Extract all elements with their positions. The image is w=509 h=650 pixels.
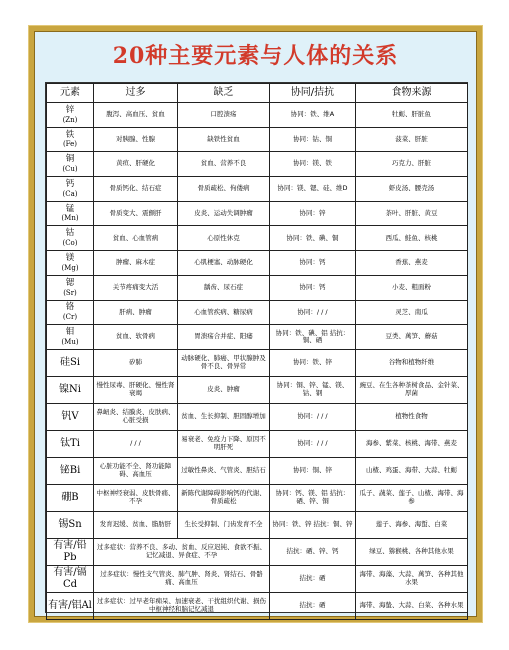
deficiency-cell: 动脉硬化、肺癌、甲状腺肿及骨不良、骨异常 xyxy=(178,349,270,376)
table-row xyxy=(47,103,468,128)
excess-cell: 慢性尿毒、肝硬化、慢性肾衰竭 xyxy=(94,376,178,403)
deficiency-cell: 易衰老、免疫力下降、原因不明肝死 xyxy=(178,430,270,457)
table-row xyxy=(47,376,468,403)
element-cell xyxy=(47,201,94,226)
food-cell: 莲子、海参、海蜇、白菜 xyxy=(356,511,468,538)
deficiency-cell: 心血管疾病、糖尿病 xyxy=(178,300,270,325)
table-row xyxy=(47,457,468,484)
table-row xyxy=(47,592,468,619)
element-name: 钛Ti xyxy=(60,438,80,450)
food-cell: 山楂、鸡蛋、海带、大蒜、牡蛎 xyxy=(356,457,468,484)
element-name: 钼 xyxy=(65,327,75,338)
element-cell xyxy=(47,300,94,325)
element-symbol: (Sr) xyxy=(63,288,77,297)
element-name: 硼B xyxy=(61,492,79,504)
synergy-cell: 协同：铁、维A xyxy=(270,103,356,128)
element-symbol: (Mn) xyxy=(61,214,79,223)
header-deficiency: 缺乏 xyxy=(178,84,270,103)
synergy-cell: 协同：钙 xyxy=(270,251,356,276)
deficiency-cell: 贫血、营养不良 xyxy=(178,152,270,177)
food-cell: 香蕉、燕麦 xyxy=(356,251,468,276)
deficiency-cell: 心肌梗塞、动脉硬化 xyxy=(178,251,270,276)
element-name: 锶 xyxy=(65,277,75,288)
table-row xyxy=(47,325,468,350)
excess-cell: 贫血、心血管病 xyxy=(94,226,178,251)
element-name: 镁 xyxy=(65,253,75,264)
table-header-row xyxy=(47,84,468,103)
table-row xyxy=(47,201,468,226)
table-row xyxy=(47,251,468,276)
element-symbol: (Cu) xyxy=(62,165,78,174)
synergy-cell: 协同：/ / / xyxy=(270,403,356,430)
deficiency-cell: 生长受抑制、门齿发育不全 xyxy=(178,511,270,538)
element-symbol: (Mu) xyxy=(61,337,79,346)
element-name: 锰 xyxy=(65,203,75,214)
element-name: 镍Ni xyxy=(59,384,81,396)
element-cell xyxy=(47,103,94,128)
element-name: 钴 xyxy=(65,228,75,239)
element-cell xyxy=(47,457,94,484)
food-cell: 菠菜、肝脏 xyxy=(356,127,468,152)
table-row xyxy=(47,152,468,177)
deficiency-cell: 贫血、生长抑制、胆固醇增加 xyxy=(178,403,270,430)
table-row xyxy=(47,403,468,430)
element-cell xyxy=(47,152,94,177)
excess-cell: 过多症状：过早老年痴呆、加速衰老、干扰组织代谢、损伤中枢神经和脑记忆减退 xyxy=(94,592,270,619)
deficiency-cell: 龋齿、尿石症 xyxy=(178,275,270,300)
synergy-cell: 协同：铁、碘、铝 拮抗：铜、硒 xyxy=(270,325,356,350)
table-row xyxy=(47,349,468,376)
synergy-cell: 协同：/ / / xyxy=(270,430,356,457)
deficiency-cell: 缺铁性贫血 xyxy=(178,127,270,152)
food-cell: 海参、紫菜、核桃、海带、燕麦 xyxy=(356,430,468,457)
excess-cell: 骨质变大、震颤肝 xyxy=(94,201,178,226)
deficiency-cell: 皮炎、肿瘤 xyxy=(178,376,270,403)
excess-cell: 过多症状：慢性支气管炎、肺气肿、肾炎、肾结石、骨骼痛、高血压 xyxy=(94,565,270,592)
deficiency-cell: 口腔溃疡 xyxy=(178,103,270,128)
poster xyxy=(35,32,476,616)
element-name: 铜 xyxy=(65,154,75,165)
element-cell xyxy=(47,430,94,457)
food-cell: 虾皮汤、腰壳汤 xyxy=(356,177,468,202)
food-cell: 海带、海蛰、大蒜、白菜、各种水果 xyxy=(356,592,468,619)
synergy-cell: 拮抗：硒 xyxy=(270,592,356,619)
element-name: 铋Bi xyxy=(59,465,81,477)
excess-cell: 心脏功能不全、肾功能障碍、高血压 xyxy=(94,457,178,484)
table-row xyxy=(47,484,468,511)
excess-cell: 关节疼痛变大活 xyxy=(94,275,178,300)
deficiency-cell: 心原性休克 xyxy=(178,226,270,251)
synergy-cell: 协同：钴、铜 xyxy=(270,127,356,152)
excess-cell: 过多症状：营养不良、多动、贫血、反应迟钝、食欲不振、记忆减退、异食症、不孕 xyxy=(94,538,270,565)
table-row xyxy=(47,538,468,565)
element-cell xyxy=(47,511,94,538)
table-row xyxy=(47,565,468,592)
excess-cell: 腹泻、高血压、贫血 xyxy=(94,103,178,128)
element-cell xyxy=(47,538,94,565)
element-name: 铬 xyxy=(65,302,75,313)
excess-cell: 鼻衄炎、结膜炎、皮肤病、心脏受损 xyxy=(94,403,178,430)
element-cell xyxy=(47,325,94,350)
food-cell: 瓜子、蔬菜、莲子、山楂、海带、海参 xyxy=(356,484,468,511)
deficiency-cell: 皮炎、运动失调肿瘤 xyxy=(178,201,270,226)
table-row xyxy=(47,275,468,300)
excess-cell: 黄疸、肝硬化 xyxy=(94,152,178,177)
synergy-cell: 协同：铜、锌 xyxy=(270,457,356,484)
element-name: 锡Sn xyxy=(58,519,82,531)
element-symbol: (Cr) xyxy=(62,313,78,322)
food-cell: 谷物和植物纤维 xyxy=(356,349,468,376)
food-cell: 豌豆、在生各种茶树食品、金针菜、厚菌 xyxy=(356,376,468,403)
food-cell: 灵芝、南瓜 xyxy=(356,300,468,325)
synergy-cell: 协同：锌 xyxy=(270,201,356,226)
element-cell xyxy=(47,177,94,202)
synergy-cell: 协同：/ / / xyxy=(270,300,356,325)
element-cell xyxy=(47,251,94,276)
food-cell: 小麦、粗面粉 xyxy=(356,275,468,300)
header-element: 元素 xyxy=(47,84,94,103)
deficiency-cell: 过敏性鼻炎、气管炎、胆结石 xyxy=(178,457,270,484)
excess-cell: 对胰腺、性腺 xyxy=(94,127,178,152)
deficiency-cell: 骨质疏松、佝偻病 xyxy=(178,177,270,202)
element-name: 钙 xyxy=(65,179,75,189)
excess-cell: 贫血、软骨病 xyxy=(94,325,178,350)
table-row xyxy=(47,300,468,325)
header-synergy: 协同/拮抗 xyxy=(270,84,356,103)
synergy-cell: 协同：铜、锌、锰、镁、钴、钢 xyxy=(270,376,356,403)
element-cell xyxy=(47,275,94,300)
excess-cell: 中枢神经衰弱、皮肤骨痛、不孕 xyxy=(94,484,178,511)
element-cell xyxy=(47,127,94,152)
excess-cell: 肿瘤、麻木症 xyxy=(94,251,178,276)
food-cell: 巧克力、肝脏 xyxy=(356,152,468,177)
element-symbol: (Mg) xyxy=(61,263,79,272)
food-cell: 豆类、萬笋、蘑菇 xyxy=(356,325,468,350)
element-table xyxy=(46,83,468,620)
synergy-cell: 协同：铁、锌 xyxy=(270,349,356,376)
element-name: 锌 xyxy=(65,104,75,115)
deficiency-cell: 胃溃疡合并症、阳痿 xyxy=(178,325,270,350)
table-row xyxy=(47,127,468,152)
synergy-cell: 拮抗：硒 xyxy=(270,565,356,592)
element-cell xyxy=(47,376,94,403)
food-cell: 西瓜、鲑鱼、核桃 xyxy=(356,226,468,251)
deficiency-cell: 新陈代谢障碍影响钙的代谢、骨质疏松 xyxy=(178,484,270,511)
synergy-cell: 协同：铁、碘、铜 xyxy=(270,226,356,251)
synergy-cell: 协同：铁、锌 拮抗：铜、锌 xyxy=(270,511,356,538)
element-name: 有害/铝Al xyxy=(48,600,92,612)
synergy-cell: 协同：镁、锶、硅、维D xyxy=(270,177,356,202)
excess-cell: 骨质钙化、结石症 xyxy=(94,177,178,202)
table-row xyxy=(47,226,468,251)
synergy-cell: 协同：钙、镁、铝 拮抗：硒、锌、铜 xyxy=(270,484,356,511)
element-cell xyxy=(47,403,94,430)
element-name: 钒V xyxy=(61,411,79,423)
element-symbol: (Ca) xyxy=(62,189,78,198)
element-name: 有害/镉Cd xyxy=(53,567,87,590)
synergy-cell: 协同：镁、铁 xyxy=(270,152,356,177)
synergy-cell: 拮抗：硒、锌、钙 xyxy=(270,538,356,565)
table-row xyxy=(47,511,468,538)
synergy-cell: 协同：钙 xyxy=(270,275,356,300)
food-cell: 绿豆、猕猴桃、各种其他水果 xyxy=(356,538,468,565)
excess-cell: 发育迟缓、贫血、脂肪肝 xyxy=(94,511,178,538)
element-cell xyxy=(47,565,94,592)
element-name: 有害/铅Pb xyxy=(53,540,87,563)
food-cell: 植物性食物 xyxy=(356,403,468,430)
element-cell xyxy=(47,349,94,376)
element-symbol: (Fe) xyxy=(62,140,78,149)
excess-cell: 矽肺 xyxy=(94,349,178,376)
element-name: 铁 xyxy=(65,129,75,140)
food-cell: 牡蛎、肝脏鱼 xyxy=(356,103,468,128)
element-cell xyxy=(47,484,94,511)
table-row xyxy=(47,430,468,457)
excess-cell: / / / xyxy=(94,430,178,457)
page-title: 20种主要元素与人体的关系 xyxy=(112,42,399,69)
element-cell xyxy=(47,226,94,251)
header-food: 食物来源 xyxy=(356,84,468,103)
element-symbol: (Co) xyxy=(62,239,78,248)
element-table-sheet xyxy=(45,82,468,613)
header-excess: 过多 xyxy=(94,84,178,103)
element-name: 硅Si xyxy=(59,357,81,369)
food-cell: 海带、海藻、大蒜、萬笋、各种其他水果 xyxy=(356,565,468,592)
element-cell xyxy=(47,592,94,619)
table-row xyxy=(47,177,468,202)
element-symbol: (Zn) xyxy=(62,115,78,124)
food-cell: 茶叶、肝脏、黄豆 xyxy=(356,201,468,226)
excess-cell: 肝病、肿瘤 xyxy=(94,300,178,325)
